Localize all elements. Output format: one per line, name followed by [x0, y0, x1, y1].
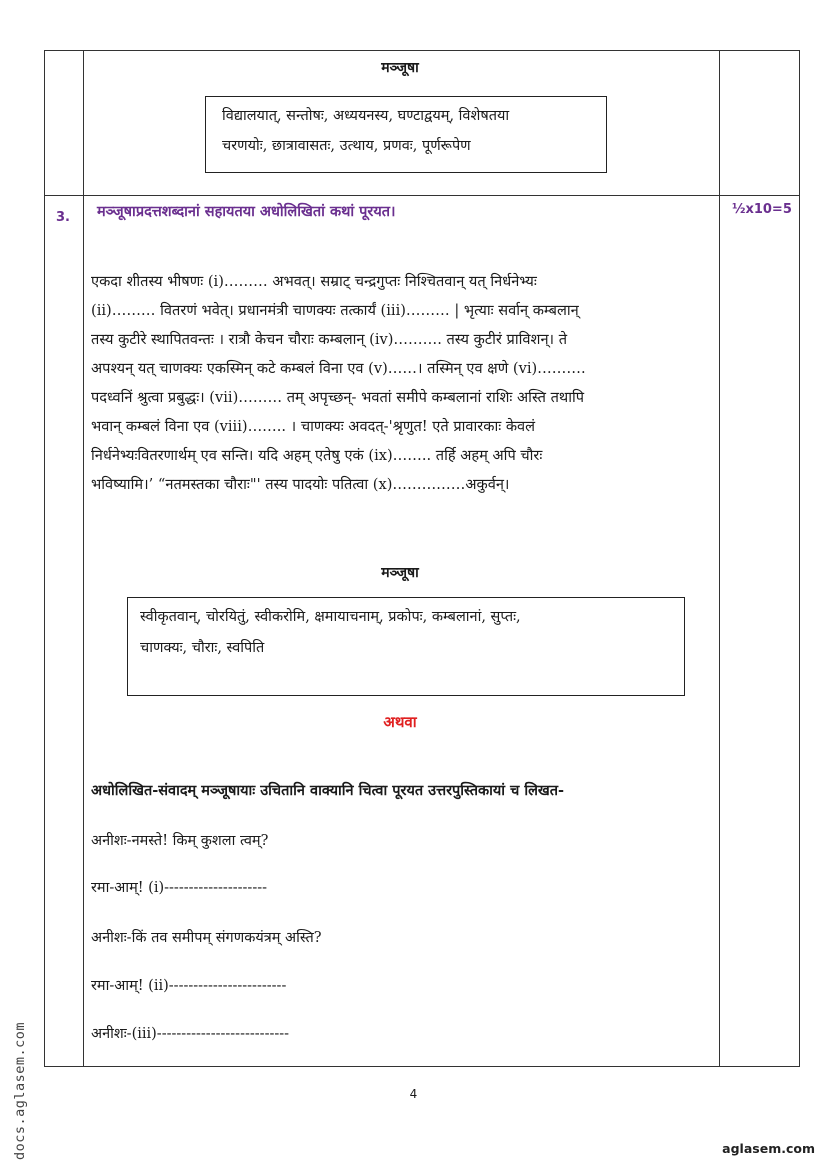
- page-number: 4: [409, 1087, 418, 1101]
- dialogue-line: अनीशः-नमस्ते! किम् कुशला त्वम्?: [91, 833, 269, 849]
- alt-instruction: अधोलिखित-संवादम् मञ्जूषायाः उचितानि वाक्यानि चित्वा पूरयत उत्तरपुस्तिकायां च लिखत-: [91, 782, 565, 799]
- story-paragraph: [91, 267, 712, 499]
- story-line: पदध्वनिं श्रुत्वा प्रबुद्धः। (vii)……… तम् अपृच्छन्- भवतां समीपे कम्बलानां राशिः अस्ति तथापि: [91, 389, 585, 406]
- word-box: [127, 597, 685, 696]
- question-number: 3.: [56, 210, 70, 225]
- word-box-line-1: स्वीकृतवान्, चोरयितुं, स्वीकरोमि, क्षमायाचनाम्, प्रकोपः, कम्बलानां, सुप्तः,: [140, 609, 521, 625]
- story-line: निर्धनेभ्यःवितरणार्थम् एव सन्ति। यदि अहम् एतेषु एकं (ix)…….. तर्हि अहम् अपि चौरः: [91, 447, 543, 464]
- column-divider-left: [83, 51, 84, 1066]
- watermark-right: aglasem.com: [722, 1141, 815, 1156]
- story-line: अपश्यन् यत् चाणक्यः एकस्मिन् कटे कम्बलं विना एव (v)……। तस्मिन् एव क्षणे (vi)……….: [91, 360, 586, 377]
- word-box-heading: मञ्जूषा: [381, 565, 419, 581]
- story-line: एकदा शीतस्य भीषणः (i)……… अभवत्। सम्राट् चन्द्रगुप्तः निश्चितवान् यत् निर्धनेभ्यः: [91, 273, 537, 290]
- word-box-line-2: चाणक्यः, चौराः, स्वपिति: [140, 640, 265, 656]
- top-word-box: [205, 96, 607, 173]
- watermark-left: docs.aglasem.com: [12, 1021, 28, 1160]
- question-marks: ½x10=5: [732, 202, 792, 217]
- top-box-line-1: विद्यालयात्, सन्तोषः, अध्ययनस्य, घण्टाद्वयम्, विशेषतया: [222, 108, 510, 124]
- story-line: (ii)……… वितरणं भवेत्। प्रधानमंत्री चाणक्यः तत्कार्यं (iii)……… | भृत्याः सर्वान् कम्बलान्: [91, 302, 579, 319]
- dialogue-line: रमा-आम्! (i)---------------------: [91, 880, 268, 896]
- or-label: अथवा: [383, 713, 417, 731]
- question-instruction: मञ्जूषाप्रदत्तशब्दानां सहायतया अधोलिखितां कथां पूरयत।: [97, 203, 396, 220]
- column-divider-right: [719, 51, 720, 1066]
- row-divider: [45, 195, 799, 196]
- dialogue-line: अनीशः-(iii)---------------------------: [91, 1026, 290, 1042]
- story-line: भविष्यामि।’ “नतमस्तका चौराः"' तस्य पादयोः पतित्वा (x)……………अकुर्वन्।: [91, 476, 510, 493]
- dialogue-line: अनीशः-किं तव समीपम् संगणकयंत्रम् अस्ति?: [91, 930, 322, 946]
- top-box-heading: मञ्जूषा: [381, 60, 419, 76]
- top-box-line-2: चरणयोः, छात्रावासतः, उत्थाय, प्रणवः, पूर्णरूपेण: [222, 138, 471, 154]
- dialogue-line: रमा-आम्! (ii)------------------------: [91, 978, 287, 994]
- story-line: भवान् कम्बलं विना एव (viii)…….. । चाणक्यः अवदत्-'श्रृणुत! एते प्रावारकाः केवलं: [91, 418, 536, 435]
- story-line: तस्य कुटीरे स्थापितवन्तः । रात्रौ केचन चौराः कम्बलान् (iv)………. तस्य कुटीरं प्राविशन्। ते: [91, 331, 568, 348]
